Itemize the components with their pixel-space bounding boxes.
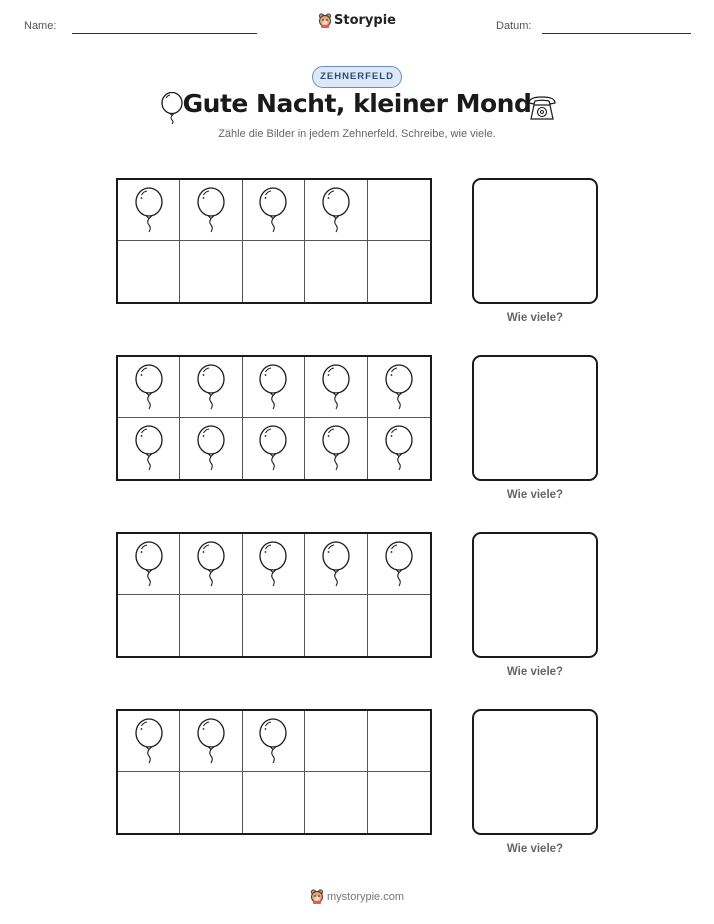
balloon-icon <box>257 718 289 769</box>
ten-frame-cell <box>243 772 305 833</box>
ten-frame-cell <box>118 357 180 418</box>
answer-box-3[interactable] <box>472 532 598 658</box>
ten-frame-cell <box>243 241 305 302</box>
answer-prompt-1: Wie viele? <box>506 312 564 324</box>
ten-frame-cell <box>368 180 430 241</box>
page-title: Gute Nacht, kleiner Mond <box>182 89 532 118</box>
ten-frame-cell <box>180 772 242 833</box>
ten-frame-1 <box>116 178 432 304</box>
ten-frame-cell <box>368 595 430 656</box>
brand-name: Storypie <box>334 13 396 28</box>
balloon-icon <box>195 718 227 769</box>
ten-frame-cell <box>305 180 367 241</box>
ten-frame-cell <box>243 595 305 656</box>
balloon-icon <box>133 364 165 415</box>
brand <box>0 12 714 32</box>
answer-box-2[interactable] <box>472 355 598 481</box>
storypie-logo-icon <box>310 888 324 907</box>
ten-frame-2 <box>116 355 432 481</box>
ten-frame-cell <box>305 357 367 418</box>
category-badge: ZEHNERFELD <box>312 66 402 88</box>
name-line[interactable] <box>72 33 257 34</box>
date-line[interactable] <box>542 33 691 34</box>
ten-frame-cell <box>243 534 305 595</box>
date-label: Datum: <box>496 20 532 32</box>
ten-frame-cell <box>243 180 305 241</box>
footer-url: mystorypie.com <box>326 891 405 903</box>
storypie-logo-icon <box>318 12 332 32</box>
ten-frame-cell <box>368 241 430 302</box>
ten-frame-cell <box>305 595 367 656</box>
ten-frame-cell <box>243 711 305 772</box>
balloon-icon <box>133 187 165 238</box>
footer <box>0 888 714 907</box>
instructions: Zähle die Bilder in jedem Zehnerfeld. Schreibe, wie viele. <box>218 128 496 140</box>
balloon-icon <box>133 425 165 476</box>
ten-frame-cell <box>243 418 305 479</box>
ten-frame-cell <box>118 534 180 595</box>
balloon-icon <box>320 364 352 415</box>
ten-frame-cell <box>243 357 305 418</box>
balloon-icon <box>257 364 289 415</box>
telephone-icon <box>526 94 558 127</box>
balloon-icon <box>383 364 415 415</box>
balloon-icon <box>195 364 227 415</box>
balloon-icon <box>257 425 289 476</box>
answer-box-1[interactable] <box>472 178 598 304</box>
answer-prompt-4: Wie viele? <box>506 843 564 855</box>
balloon-icon <box>195 541 227 592</box>
answer-prompt-3: Wie viele? <box>506 666 564 678</box>
answer-prompt-2: Wie viele? <box>506 489 564 501</box>
balloon-icon <box>320 541 352 592</box>
balloon-icon <box>383 541 415 592</box>
ten-frame-cell <box>305 418 367 479</box>
balloon-icon <box>195 187 227 238</box>
ten-frame-cell <box>180 418 242 479</box>
ten-frame-cell <box>118 241 180 302</box>
ten-frame-cell <box>368 418 430 479</box>
balloon-icon <box>320 187 352 238</box>
ten-frame-cell <box>368 534 430 595</box>
answer-box-4[interactable] <box>472 709 598 835</box>
balloon-icon <box>195 425 227 476</box>
ten-frame-cell <box>368 711 430 772</box>
balloon-icon <box>133 718 165 769</box>
ten-frame-cell <box>118 772 180 833</box>
balloon-icon <box>320 425 352 476</box>
ten-frame-cell <box>180 357 242 418</box>
ten-frame-cell <box>118 711 180 772</box>
balloon-icon <box>383 425 415 476</box>
ten-frame-3 <box>116 532 432 658</box>
ten-frame-cell <box>180 180 242 241</box>
balloon-icon <box>257 541 289 592</box>
balloon-icon <box>257 187 289 238</box>
ten-frame-cell <box>180 595 242 656</box>
ten-frame-cell <box>368 357 430 418</box>
name-label: Name: <box>24 20 57 32</box>
ten-frame-cell <box>118 180 180 241</box>
ten-frame-4 <box>116 709 432 835</box>
ten-frame-cell <box>368 772 430 833</box>
ten-frame-cell <box>180 241 242 302</box>
ten-frame-cell <box>305 772 367 833</box>
ten-frame-cell <box>118 595 180 656</box>
ten-frame-cell <box>305 711 367 772</box>
balloon-icon <box>133 541 165 592</box>
ten-frame-cell <box>180 534 242 595</box>
ten-frame-cell <box>118 418 180 479</box>
ten-frame-cell <box>305 241 367 302</box>
ten-frame-cell <box>305 534 367 595</box>
ten-frame-cell <box>180 711 242 772</box>
